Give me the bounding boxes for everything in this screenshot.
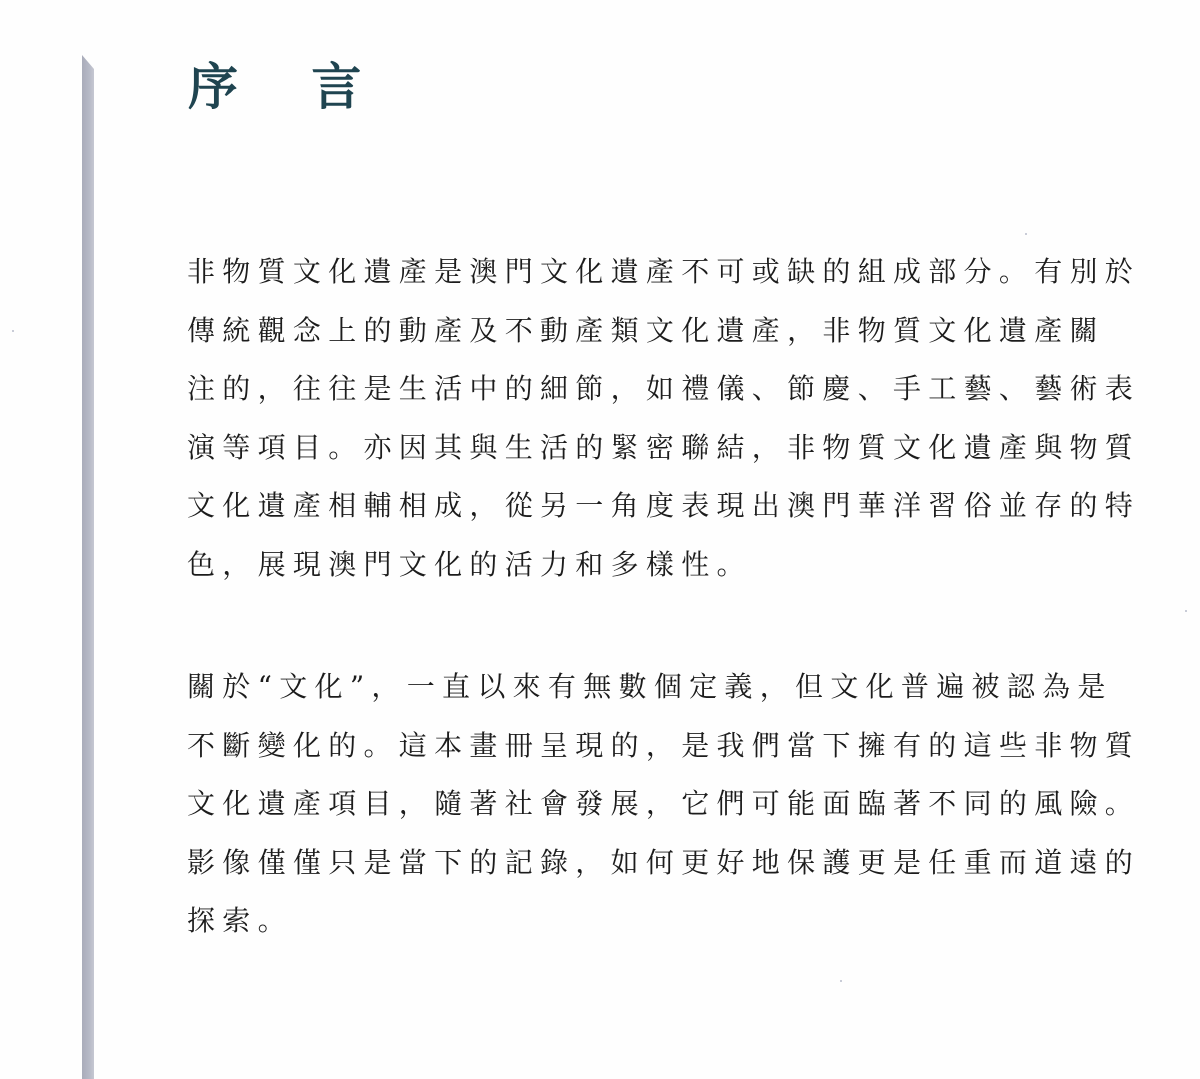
paper-speck (840, 980, 842, 982)
paragraph-line: 探索。 (187, 904, 293, 937)
paragraph-line: 傳統觀念上的動產及不動產類文化遺產，非物質文化遺產關 (187, 313, 1105, 347)
paper-speck (1025, 233, 1027, 235)
paper-speck (1185, 610, 1187, 612)
paragraph-line: 文化遺產項目，隨著社會發展，它們可能面臨著不同的風險。 (187, 787, 1141, 820)
paper-speck (12, 330, 14, 332)
paragraph-line: 影像僅僅只是當下的記錄，如何更好地保護更是任重而道遠的 (187, 845, 1141, 879)
paragraph-line: 非物質文化遺產是澳門文化遺產不可或缺的組成部分。有別於 (187, 255, 1141, 288)
page-title: 序 言 (188, 58, 390, 116)
page-spine-bar (82, 55, 94, 1079)
paragraph-line: 色，展現澳門文化的活力和多樣性。 (187, 547, 752, 581)
paragraph-line: 關於“文化”，一直以來有無數個定義，但文化普遍被認為是 (187, 670, 1113, 703)
paragraph-1 (187, 243, 1141, 594)
paragraph-line: 不斷變化的。這本畫冊呈現的，是我們當下擁有的這些非物質 (187, 728, 1141, 762)
paragraph-2 (187, 658, 1141, 951)
paragraph-line: 文化遺產相輔相成，從另一角度表現出澳門華洋習俗並存的特 (187, 489, 1141, 522)
paragraph-line: 演等項目。亦因其與生活的緊密聯結，非物質文化遺產與物質 (187, 430, 1141, 464)
paragraph-line: 注的，往往是生活中的細節，如禮儀、節慶、手工藝、藝術表 (187, 372, 1141, 405)
